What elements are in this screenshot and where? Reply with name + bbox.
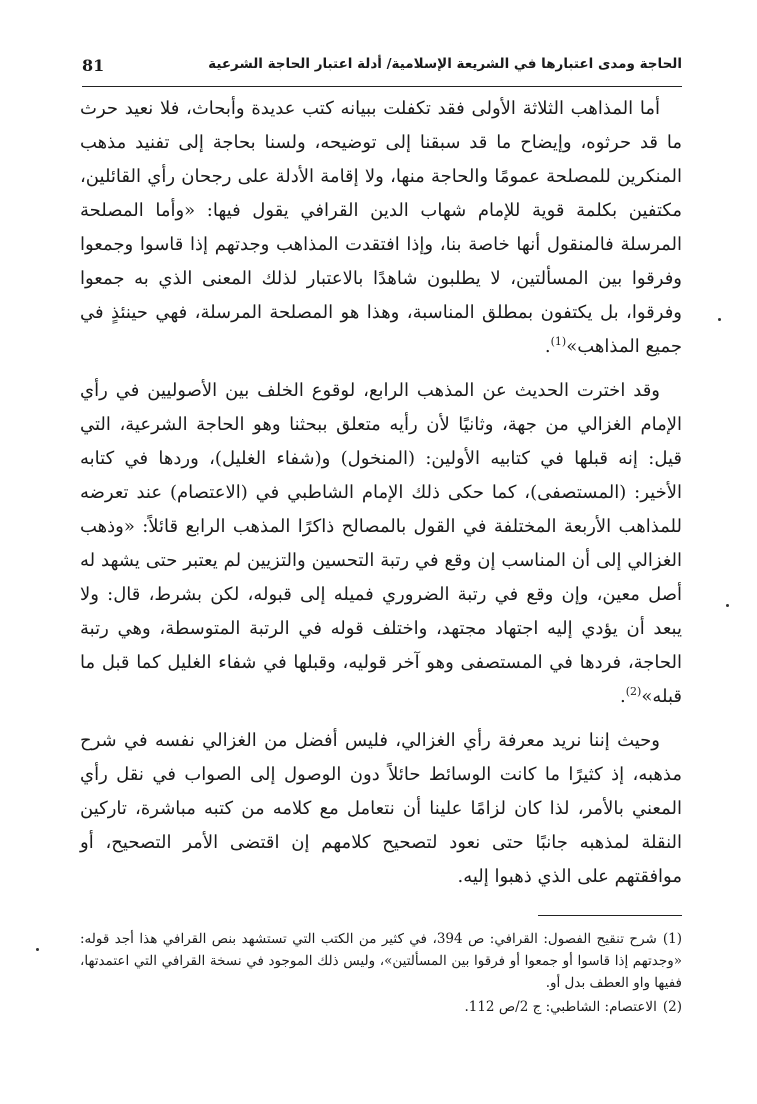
footnote-number: (1) xyxy=(662,931,683,947)
paragraph-text: أما المذاهب الثلاثة الأولى فقد تكفلت ببيانه كتب عديدة وأبحاث، فلا نعيد حرث ما قد حرثوه، وإيضاح ما قد سبقنا إلى توضيحه، ولسنا بحاجة إلى تفنيد مذهب المنكرين للمصلحة عمومًا والحاجة منها، ولا إقامة الأدلة على رجحان رأي القائلين، مكتفين بكلمة قوية للإمام شهاب الدين القرافي يقول فيها: «وأما المصلحة المرسلة فالمنقول أنها خاصة بنا، وإذا افتقدت المذاهب وجدتهم إذا قاسوا وجمعوا وفرقوا بين المسألتين، لا يطلبون شاهدًا بالاعتبار لذلك المعنى الذي به جمعوا وفرقوا، بل يكتفون بمطلق المناسبة، وهذا هو المصلحة المرسلة، فهي حينئذٍ في جميع المذاهب» xyxy=(80,98,682,357)
margin-speck xyxy=(36,948,39,951)
footnote-divider xyxy=(538,915,682,916)
footnote-ref: (2) xyxy=(625,685,642,698)
paragraph-text: وحيث إننا نريد معرفة رأي الغزالي، فليس أفضل من الغزالي نفسه في شرح مذهبه، إذ كثيرًا ما كانت الوسائط حائلاً دون الوصول إلى الصواب في نقل رأي المعني بالأمر، لذا كان لزامًا علينا أن نتعامل مع كلامه من كتبه مباشرة، تاركين النقلة لمذهبه جانبًا حتى نعود لتصحيح كلامهم إن اقتضى الأمر التصحيح، أو موافقتهم على الذي ذهبوا إليه. xyxy=(80,730,682,887)
footnote-text: الاعتصام: الشاطبي: ج 2/ص 112. xyxy=(464,999,657,1015)
footnote xyxy=(80,928,682,994)
paragraph xyxy=(80,724,682,894)
page-number: 81 xyxy=(82,56,105,75)
footnote-ref: (1) xyxy=(550,335,567,348)
page-header xyxy=(82,52,682,87)
paragraph xyxy=(80,92,682,364)
footnotes xyxy=(80,928,682,1020)
paragraph-text: وقد اخترت الحديث عن المذهب الرابع، لوقوع الخلف بين الأصوليين في رأي الإمام الغزالي من جهة، وثانيًا لأن رأيه متعلق ببحثنا وهو الحاجة الشرعية، التي قيل: إنه قبلها في كتابيه الأولين: (المنخول) و(شفاء الغليل)، وردها في كتابه الأخير: (المستصفى)، كما حكى ذلك الإمام الشاطبي في (الاعتصام) عند تعرضه للمذاهب الأربعة المختلفة في القول بالمصالح ذاكرًا المذهب الرابع قائلاً: «وذهب الغزالي إلى أن المناسب إن وقع في رتبة التحسين والتزيين لم يعتبر حتى يشهد له أصل معين، وإن وقع في رتبة الضروري فميله إلى قبوله، لكن بشرط، قال: ولا يبعد أن يؤدي إليه اجتهاد مجتهد، واختلف قوله في الرتبة المتوسطة، وهي رتبة الحاجة، فردها في المستصفى وهو آخر قوليه، وقبلها في شفاء الغليل كما قبل ما قبله» xyxy=(80,380,682,707)
margin-speck xyxy=(726,604,729,607)
footnote-text: شرح تنقيح الفصول: القرافي: ص 394، في كثير من الكتب التي تستشهد بنص القرافي هذا أجد قوله: «وجدتهم إذا قاسوا أو جمعوا أو فرقوا بين المسألتين»، وليس ذلك الموجود في نسخة القرافي التي اعتمدتها، ففيها واو العطف بدل أو. xyxy=(80,931,682,991)
footnote-number: (2) xyxy=(662,999,682,1015)
paragraph-end: . xyxy=(620,686,626,707)
margin-speck xyxy=(718,318,721,321)
running-title: الحاجة ومدى اعتبارها في الشريعة الإسلامية/ أدلة اعتبار الحاجة الشرعية xyxy=(208,56,682,72)
paragraph-end: . xyxy=(544,336,551,357)
footnote xyxy=(80,996,682,1018)
paragraph xyxy=(80,374,682,714)
main-text xyxy=(80,92,682,904)
